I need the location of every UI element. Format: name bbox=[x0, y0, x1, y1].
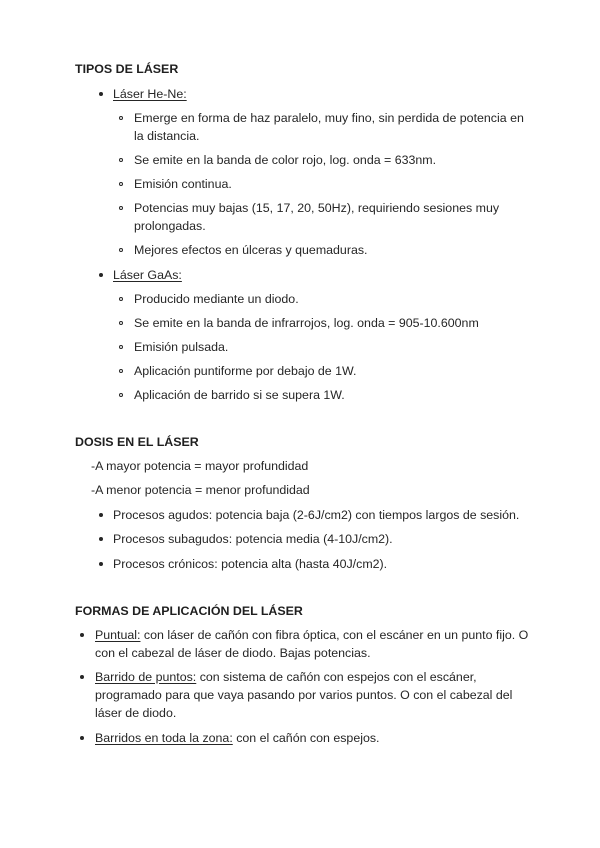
circle-bullet-icon bbox=[119, 248, 123, 252]
list-item bbox=[80, 729, 380, 747]
disc-bullet-icon bbox=[80, 675, 84, 679]
forma-desc: con láser de cañón con fibra óptica, con el escáner en un punto fijo. O con el cabezal de láser de diodo. Bajas potencias. bbox=[95, 628, 529, 660]
circle-bullet-icon bbox=[119, 206, 123, 210]
disc-bullet-icon bbox=[99, 537, 103, 541]
list-item bbox=[80, 626, 535, 662]
list-item bbox=[119, 241, 529, 259]
list-item bbox=[119, 175, 529, 193]
dosis-line bbox=[91, 481, 310, 499]
forma-item-text bbox=[95, 729, 380, 747]
gaas-item-text: Emisión pulsada. bbox=[134, 340, 229, 354]
list-item bbox=[119, 314, 479, 332]
forma-item-text bbox=[95, 626, 535, 662]
dosis-line-text: -A mayor potencia = mayor profundidad bbox=[91, 459, 309, 473]
forma-desc: con sistema de cañón con espejos con el escáner, programado para que vaya pasando por varios puntos. O con el cabezal del láser de diodo. bbox=[95, 670, 513, 720]
gaas-label: Láser GaAs: bbox=[113, 268, 182, 282]
disc-bullet-icon bbox=[99, 513, 103, 517]
hene-item-text: Emisión continua. bbox=[134, 177, 232, 191]
forma-term: Barrido de puntos: bbox=[95, 670, 197, 684]
list-item bbox=[119, 290, 299, 308]
list-item-hene bbox=[99, 85, 187, 103]
gaas-item-text: Se emite en la banda de infrarrojos, log. onda = 905-10.600nm bbox=[134, 316, 479, 330]
circle-bullet-icon bbox=[119, 321, 123, 325]
hene-item-text: Mejores efectos en úlceras y quemaduras. bbox=[134, 243, 368, 257]
list-item bbox=[119, 199, 529, 235]
forma-item-text bbox=[95, 668, 520, 722]
forma-term: Puntual: bbox=[95, 628, 141, 642]
list-item bbox=[119, 362, 356, 380]
gaas-item-text: Producido mediante un diodo. bbox=[134, 292, 299, 306]
list-item bbox=[119, 109, 529, 145]
disc-bullet-icon bbox=[99, 562, 103, 566]
circle-bullet-icon bbox=[119, 116, 123, 120]
list-item-gaas bbox=[99, 266, 182, 284]
heading-formas: FORMAS DE APLICACIÓN DEL LÁSER bbox=[75, 604, 303, 618]
list-item bbox=[99, 506, 519, 524]
hene-item-text: Emerge en forma de haz paralelo, muy fino, sin perdida de potencia en la distancia. bbox=[134, 111, 524, 143]
circle-bullet-icon bbox=[119, 158, 123, 162]
gaas-item-text: Aplicación de barrido si se supera 1W. bbox=[134, 388, 345, 402]
circle-bullet-icon bbox=[119, 369, 123, 373]
circle-bullet-icon bbox=[119, 393, 123, 397]
dosis-line-text: -A menor potencia = menor profundidad bbox=[91, 483, 310, 497]
circle-bullet-icon bbox=[119, 345, 123, 349]
list-item bbox=[99, 530, 393, 548]
forma-desc: con el cañón con espejos. bbox=[232, 731, 380, 745]
dosis-line bbox=[91, 457, 308, 475]
hene-label: Láser He-Ne: bbox=[113, 87, 187, 101]
list-item bbox=[99, 555, 387, 573]
list-item bbox=[80, 668, 520, 722]
heading-dosis: DOSIS EN EL LÁSER bbox=[75, 435, 199, 449]
disc-bullet-icon bbox=[99, 92, 103, 96]
disc-bullet-icon bbox=[80, 736, 84, 740]
list-item bbox=[119, 386, 345, 404]
list-item bbox=[119, 151, 529, 169]
disc-bullet-icon bbox=[80, 633, 84, 637]
hene-item-text: Se emite en la banda de color rojo, log. onda = 633nm. bbox=[134, 153, 437, 167]
list-item bbox=[119, 338, 228, 356]
circle-bullet-icon bbox=[119, 297, 123, 301]
forma-term: Barridos en toda la zona: bbox=[95, 731, 233, 745]
gaas-item-text: Aplicación puntiforme por debajo de 1W. bbox=[134, 364, 357, 378]
dosis-item-text: Procesos subagudos: potencia media (4-10J/cm2). bbox=[113, 532, 393, 546]
dosis-item-text: Procesos agudos: potencia baja (2-6J/cm2) con tiempos largos de sesión. bbox=[113, 508, 520, 522]
circle-bullet-icon bbox=[119, 182, 123, 186]
disc-bullet-icon bbox=[99, 273, 103, 277]
hene-item-text: Potencias muy bajas (15, 17, 20, 50Hz), requiriendo sesiones muy prolongadas. bbox=[134, 201, 500, 233]
dosis-item-text: Procesos crónicos: potencia alta (hasta 40J/cm2). bbox=[113, 557, 388, 571]
heading-tipos: TIPOS DE LÁSER bbox=[75, 62, 179, 76]
